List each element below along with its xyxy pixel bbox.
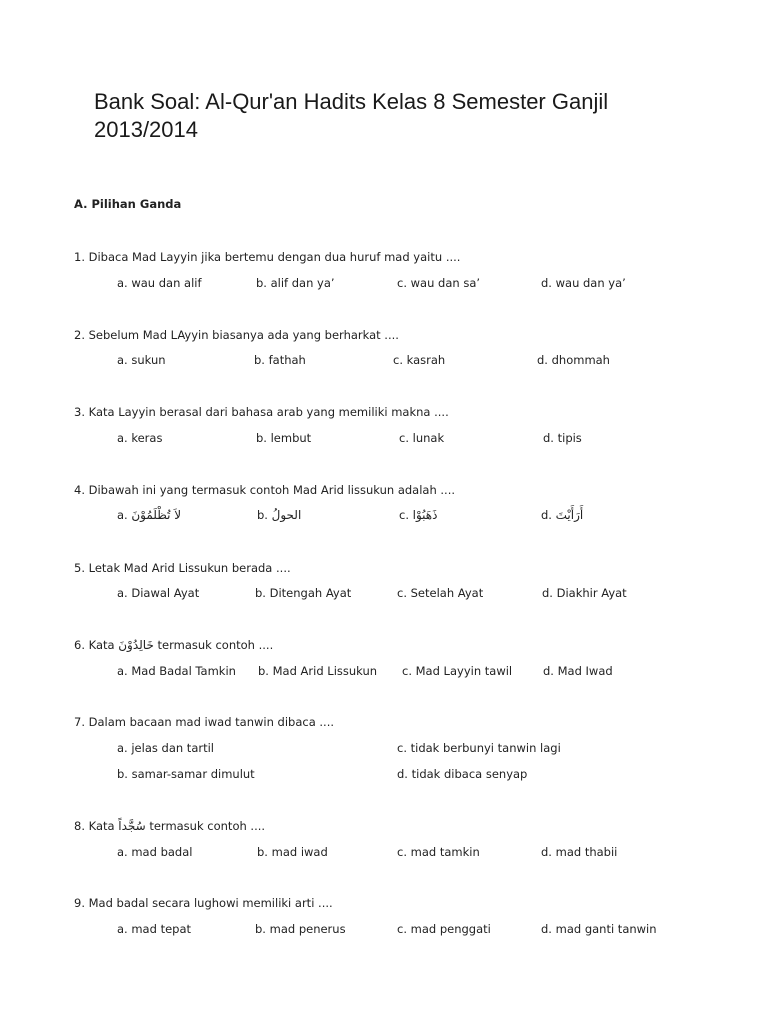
q4-option-b-letter: b. bbox=[257, 508, 272, 522]
q4-option-a-arabic: لاَ تُظْلَمُوْنَ bbox=[131, 508, 182, 522]
question-8-text-after: termasuk contoh .... bbox=[145, 819, 266, 833]
q4-option-a bbox=[117, 507, 181, 523]
q9-option-a: a. mad tepat bbox=[117, 922, 192, 936]
q3-option-b: b. lembut bbox=[256, 431, 312, 445]
question-6 bbox=[74, 637, 273, 653]
q6-option-b: b. Mad Arid Lissukun bbox=[258, 664, 378, 678]
q4-option-d bbox=[541, 507, 583, 523]
question-6-text-after: termasuk contoh .... bbox=[153, 638, 274, 652]
q7-option-a: a. jelas dan tartil bbox=[117, 741, 214, 755]
q2-option-d: d. dhommah bbox=[537, 353, 610, 367]
q2-option-a: a. sukun bbox=[117, 353, 166, 367]
q9-option-b: b. mad penerus bbox=[255, 922, 346, 936]
question-9: 9. Mad badal secara lughowi memiliki arti .... bbox=[74, 896, 333, 910]
q4-option-a-letter: a. bbox=[117, 508, 132, 522]
q1-option-d: d. wau dan ya’ bbox=[541, 276, 626, 290]
question-6-arabic-word: خَالِدُوْنَ bbox=[118, 638, 154, 652]
q3-option-d: d. tipis bbox=[543, 431, 582, 445]
q8-option-c: c. mad tamkin bbox=[397, 845, 480, 859]
q4-option-d-letter: d. bbox=[541, 508, 556, 522]
q9-option-d: d. mad ganti tanwin bbox=[541, 922, 657, 936]
q4-option-b bbox=[257, 507, 301, 523]
q8-option-b: b. mad iwad bbox=[257, 845, 328, 859]
q5-option-a: a. Diawal Ayat bbox=[117, 586, 200, 600]
q6-option-c: c. Mad Layyin tawil bbox=[402, 664, 513, 678]
question-8-text-before: 8. Kata bbox=[74, 819, 119, 833]
document-title: Bank Soal: Al-Qur'an Hadits Kelas 8 Semester Ganjil 2013/2014 bbox=[94, 89, 609, 142]
q4-option-c bbox=[399, 507, 437, 523]
q8-option-d: d. mad thabii bbox=[541, 845, 618, 859]
q1-option-a: a. wau dan alif bbox=[117, 276, 202, 290]
q1-option-c: c. wau dan sa’ bbox=[397, 276, 481, 290]
q4-option-b-arabic: الحولُ bbox=[271, 508, 302, 522]
section-heading: A. Pilihan Ganda bbox=[74, 197, 182, 211]
q5-option-b: b. Ditengah Ayat bbox=[255, 586, 352, 600]
q3-option-a: a. keras bbox=[117, 431, 163, 445]
q2-option-b: b. fathah bbox=[254, 353, 306, 367]
question-3: 3. Kata Layyin berasal dari bahasa arab yang memiliki makna .... bbox=[74, 405, 449, 419]
question-1: 1. Dibaca Mad Layyin jika bertemu dengan dua huruf mad yaitu .... bbox=[74, 250, 461, 264]
question-8-arabic-word: سُجَّداً bbox=[118, 819, 146, 833]
question-8 bbox=[74, 818, 265, 834]
question-6-text-before: 6. Kata bbox=[74, 638, 119, 652]
q8-option-a: a. mad badal bbox=[117, 845, 193, 859]
q7-option-b: b. samar-samar dimulut bbox=[117, 767, 255, 781]
q7-option-c: c. tidak berbunyi tanwin lagi bbox=[397, 741, 561, 755]
q4-option-c-arabic: ذَهَبُوْا bbox=[412, 508, 438, 522]
question-2: 2. Sebelum Mad LAyyin biasanya ada yang berharkat .... bbox=[74, 328, 399, 342]
q2-option-c: c. kasrah bbox=[393, 353, 446, 367]
question-5: 5. Letak Mad Arid Lissukun berada .... bbox=[74, 561, 291, 575]
q1-option-b: b. alif dan ya’ bbox=[256, 276, 335, 290]
q7-option-d: d. tidak dibaca senyap bbox=[397, 767, 528, 781]
q3-option-c: c. lunak bbox=[399, 431, 445, 445]
q4-option-c-letter: c. bbox=[399, 508, 413, 522]
q5-option-d: d. Diakhir Ayat bbox=[542, 586, 627, 600]
question-4: 4. Dibawah ini yang termasuk contoh Mad Arid lissukun adalah .... bbox=[74, 483, 456, 497]
q9-option-c: c. mad penggati bbox=[397, 922, 491, 936]
q6-option-a: a. Mad Badal Tamkin bbox=[117, 664, 236, 678]
q4-option-d-arabic: أَرَأَيْتَ bbox=[555, 508, 584, 522]
q5-option-c: c. Setelah Ayat bbox=[397, 586, 484, 600]
question-7: 7. Dalam bacaan mad iwad tanwin dibaca .... bbox=[74, 715, 335, 729]
q6-option-d: d. Mad Iwad bbox=[543, 664, 613, 678]
